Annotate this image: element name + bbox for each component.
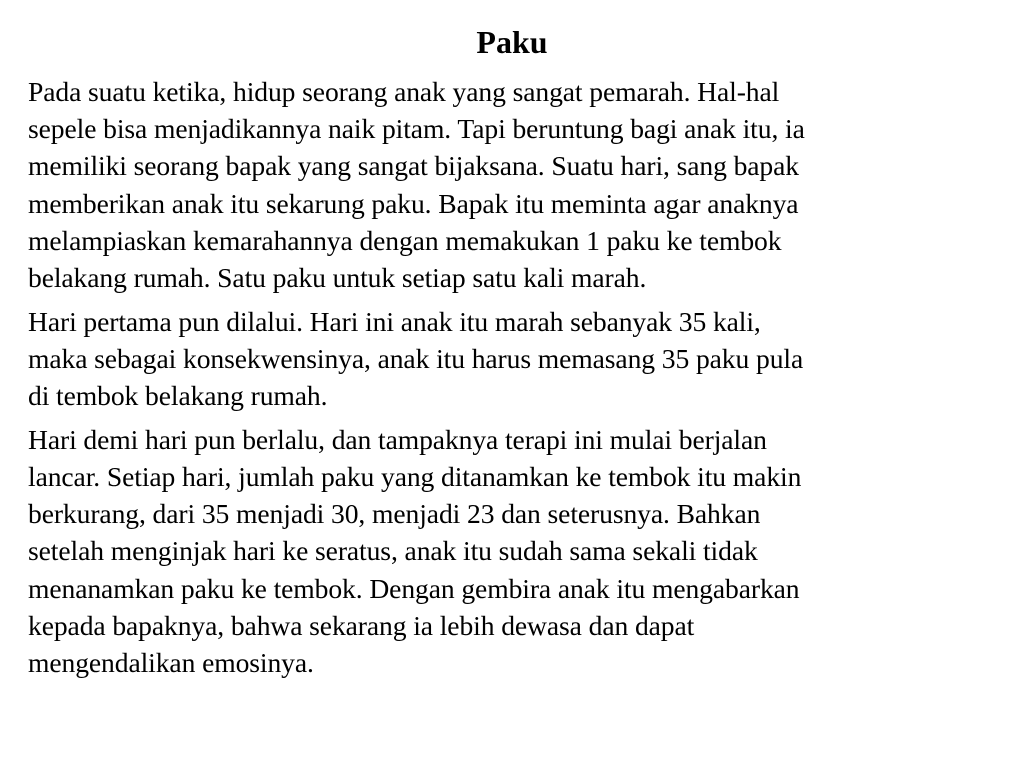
text-line: maka sebagai konsekwensinya, anak itu harus memasang 35 paku pula xyxy=(28,342,804,374)
text-line: setelah menginjak hari ke seratus, anak itu sudah sama sekali tidak xyxy=(28,535,758,567)
text-line: sepele bisa menjadikannya naik pitam. Tapi beruntung bagi anak itu, ia xyxy=(28,113,805,145)
text-line: Hari pertama pun dilalui. Hari ini anak itu marah sebanyak 35 kali, xyxy=(28,305,761,337)
slide-title: Paku xyxy=(476,24,548,60)
text-line: di tembok belakang rumah. xyxy=(28,380,328,412)
text-line: belakang rumah. Satu paku untuk setiap satu kali marah. xyxy=(28,262,647,294)
text-line: Pada suatu ketika, hidup seorang anak yang sangat pemarah. Hal-hal xyxy=(28,76,780,107)
text-line: menanamkan paku ke tembok. Dengan gembira anak itu mengabarkan xyxy=(28,572,800,604)
slide-body xyxy=(28,73,1003,688)
text-line: melampiaskan kemarahannya dengan memakukan 1 paku ke tembok xyxy=(28,224,782,256)
text-line: lancar. Setiap hari, jumlah paku yang ditanamkan ke tembok itu makin xyxy=(28,461,802,493)
paragraph-3 xyxy=(28,421,1003,681)
text-line: kepada bapaknya, bahwa sekarang ia lebih dewasa dan dapat xyxy=(28,609,695,641)
paragraph-1 xyxy=(28,73,1003,296)
text-line: mengendalikan emosinya. xyxy=(28,647,314,679)
text-line: memiliki seorang bapak yang sangat bijaksana. Suatu hari, sang bapak xyxy=(28,150,799,182)
text-line: Hari demi hari pun berlalu, dan tampaknya terapi ini mulai berjalan xyxy=(28,423,767,455)
text-line: berkurang, dari 35 menjadi 30, menjadi 23 dan seterusnya. Bahkan xyxy=(28,498,761,530)
text-line: memberikan anak itu sekarung paku. Bapak itu meminta agar anaknya xyxy=(28,187,799,219)
paragraph-2 xyxy=(28,303,1003,415)
